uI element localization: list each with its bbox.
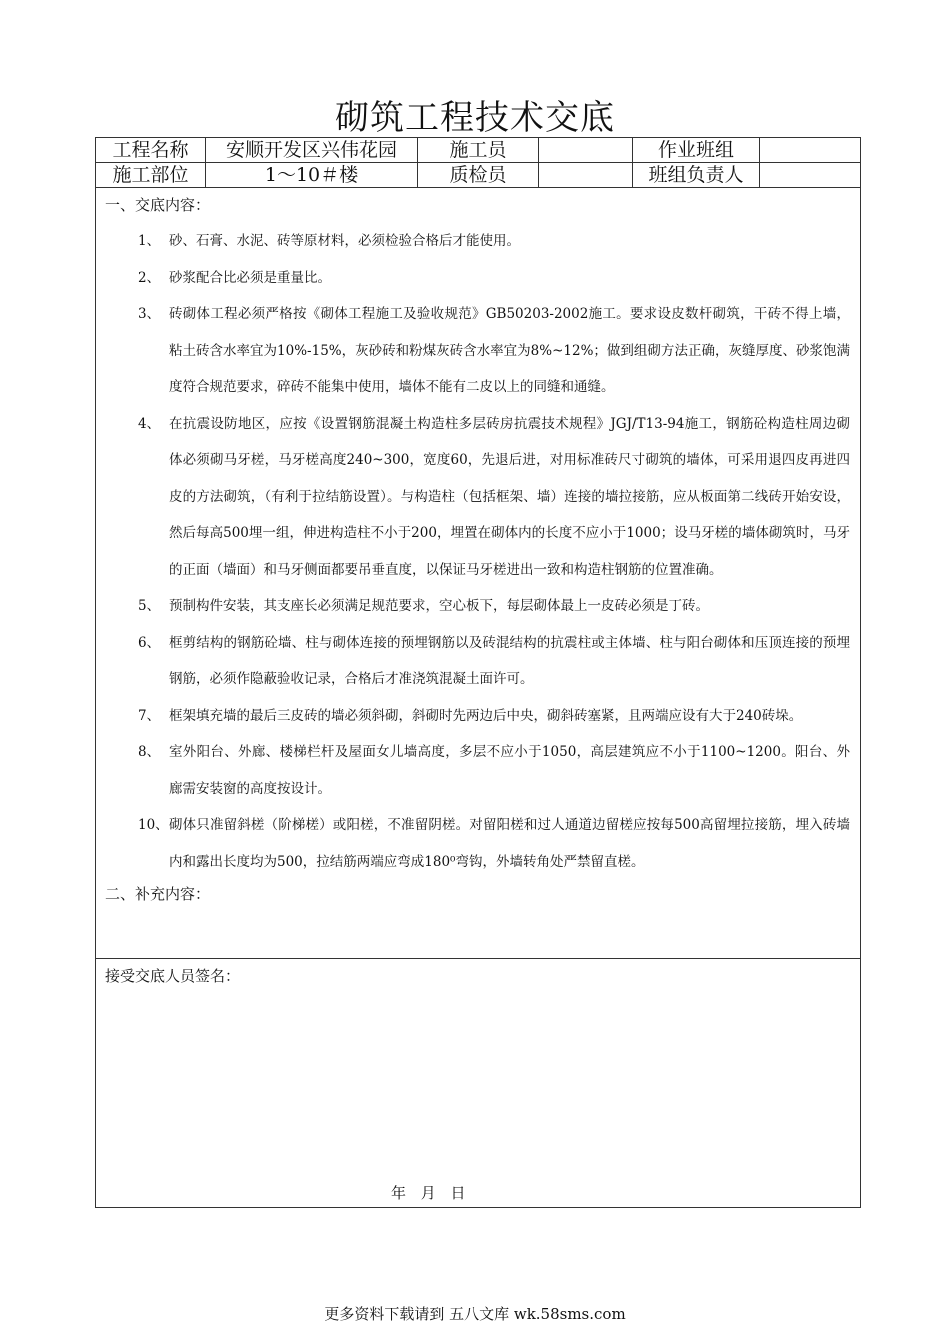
project-name-value: 安顺开发区兴伟花园 <box>206 138 418 163</box>
work-team-value <box>760 138 861 163</box>
item-text: 砂浆配合比必须是重量比。 <box>169 269 331 286</box>
construction-part-value: 1～10＃楼 <box>206 163 418 188</box>
item-number: 5、 <box>138 598 161 614</box>
item-text: 框剪结构的钢筋砼墙、柱与砌体连接的预埋钢筋以及砖混结构的抗震柱或主体墙、柱与阳台砌体和压顶连接的预埋钢筋，必须作隐蔽验收记录，合格后才准浇筑混凝土面许可。 <box>169 634 850 687</box>
content-row <box>96 188 861 959</box>
inspector-value <box>539 163 633 188</box>
list-item <box>96 406 860 589</box>
list-item <box>96 296 860 406</box>
item-number: 3、 <box>138 306 161 322</box>
list-item <box>96 260 860 297</box>
item-text: 室外阳台、外廊、楼梯栏杆及屋面女儿墙高度，多层不应小于1050，高层建筑应不小于1100~1200。阳台、外廊需安装窗的高度按设计。 <box>169 744 850 797</box>
item-number: 6、 <box>138 634 161 651</box>
inspector-label: 质检员 <box>418 163 539 188</box>
item-number: 8、 <box>138 744 161 760</box>
item-number: 4、 <box>138 415 161 432</box>
list-item <box>96 223 860 260</box>
list-item <box>96 588 860 625</box>
team-leader-label: 班组负责人 <box>633 163 760 188</box>
signature-label: 接受交底人员签名： <box>105 967 241 985</box>
item-number: 10、 <box>138 817 169 833</box>
signature-date: 年 月 日 <box>391 1184 466 1202</box>
signature-cell <box>96 959 861 1208</box>
item-text: 在抗震设防地区，应按《设置钢筋混凝土构造柱多层砖房抗震技术规程》JGJ/T13-94施工，钢筋砼构造柱周边砌体必须砌马牙槎，马牙槎高度240~300，宽度60，先退后进，对用标准砖尺寸砌筑的墙体，可采用退四皮再进四皮的方法砌筑，（有利于拉结筋设置）。与构造柱（包括框架、墙）连接的墙拉接筋，应从板面第二线砖开始安设，然后每高500埋一组，伸进构造柱不小于200，埋置在砌体内的长度不应小于1000；设马牙槎的墙体砌筑时，马牙的正面（墙面）和马牙侧面都要吊垂直度，以保证马牙槎进出一致和构造柱钢筋的位置准确。 <box>169 415 850 578</box>
section-title: 一、交底内容： <box>105 196 211 214</box>
item-text: 砂、石膏、水泥、砖等原材料，必须检验合格后才能使用。 <box>169 233 520 249</box>
constructor-label: 施工员 <box>418 138 539 163</box>
item-number: 2、 <box>138 269 161 286</box>
signature-row <box>96 959 861 1208</box>
list-item <box>96 625 860 698</box>
item-text: 框架填充墙的最后三皮砖的墙必须斜砌，斜砌时先两边后中央，砌斜砖塞紧，且两端应设有大于240砖垛。 <box>169 707 803 724</box>
list-item <box>96 698 860 735</box>
work-team-label: 作业班组 <box>633 138 760 163</box>
list-item <box>96 734 860 807</box>
construction-part-label: 施工部位 <box>96 163 206 188</box>
page-footer: 更多资料下载请到 五八文库 wk.58sms.com <box>324 1305 626 1323</box>
header-row-1 <box>96 138 861 163</box>
team-leader-value <box>760 163 861 188</box>
header-row-2 <box>96 163 861 188</box>
items-list <box>96 223 860 880</box>
item-text: 砌体只准留斜槎（阶梯槎）或阳槎，不准留阴槎。对留阳槎和过人通道边留槎应按每500高留埋拉接筋，埋入砖墙内和露出长度均为500，拉结筋两端应弯成180⁰弯钩，外墙转角处严禁留直槎。 <box>169 817 850 870</box>
constructor-value <box>539 138 633 163</box>
content-cell <box>96 188 861 959</box>
project-name-label: 工程名称 <box>96 138 206 163</box>
item-text: 预制构件安装，其支座长必须满足规范要求，空心板下，每层砌体最上一皮砖必须是丁砖。 <box>169 598 709 614</box>
item-text: 砖砌体工程必须严格按《砌体工程施工及验收规范》GB50203-2002施工。要求设皮数杆砌筑，干砖不得上墙，粘土砖含水率宜为10%-15%，灰砂砖和粉煤灰砖含水率宜为8%~12%；做到组砌方法正确，灰缝厚度、砂浆饱满度符合规范要求，碎砖不能集中使用，墙体不能有二皮以上的同缝和通缝。 <box>169 306 850 395</box>
item-number: 7、 <box>138 707 161 724</box>
disclosure-table <box>95 137 861 1208</box>
list-item <box>96 807 860 880</box>
item-number: 1、 <box>138 233 161 249</box>
document-title: 砌筑工程技术交底 <box>335 98 615 138</box>
supplement-title: 二、补充内容： <box>105 885 211 903</box>
